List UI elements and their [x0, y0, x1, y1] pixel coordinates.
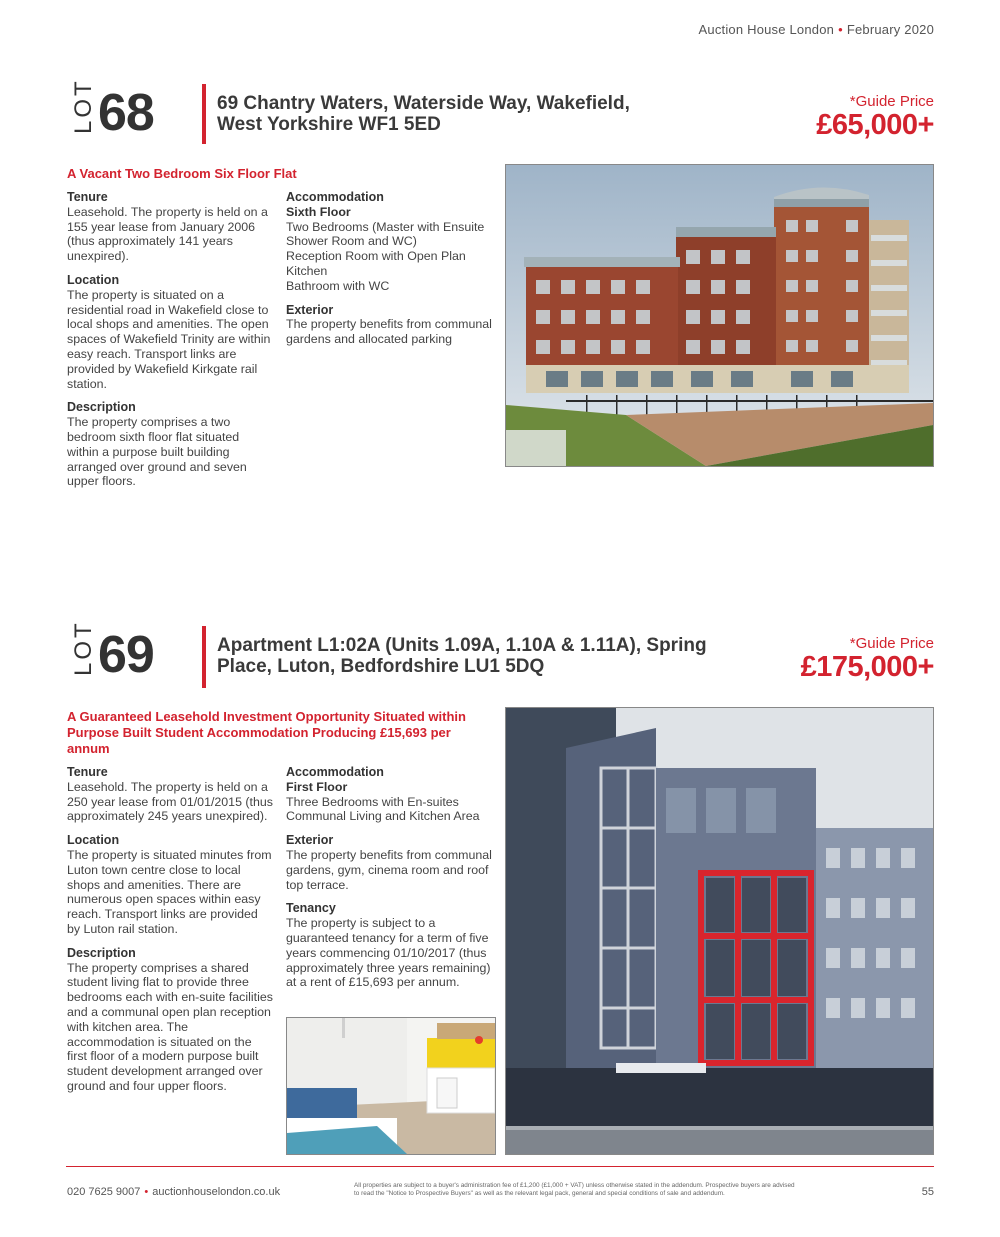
bullet-icon: • — [838, 22, 843, 37]
description-text: The property comprises a shared student living flat to provide three bedrooms each with en-suite facilities and a communal open plan reception with kitchen area. The accommodation is situated on the first floor of a modern purpose built student development arranged over ground and four upper floors. — [67, 960, 273, 1093]
lot-title — [217, 93, 777, 135]
lot-number: 69 — [98, 626, 154, 684]
lot-number: 68 — [98, 84, 154, 142]
lot-subheading — [67, 709, 507, 757]
publisher-name: Auction House London — [698, 22, 835, 37]
lot-divider — [202, 626, 206, 688]
lot-title — [217, 635, 777, 677]
accommodation-item: Two Bedrooms (Master with Ensuite Shower Room and WC) — [286, 219, 485, 249]
lot-title-line: 69 Chantry Waters, Waterside Way, Wakefield, — [217, 93, 630, 114]
lot-details-left — [67, 190, 273, 498]
lot-details-right — [286, 765, 498, 999]
issue-date: February 2020 — [846, 22, 934, 37]
lot-details-right — [286, 190, 498, 356]
bullet-icon: • — [144, 1186, 149, 1198]
guide-price: £65,000+ — [816, 109, 934, 141]
location-text: The property is situated on a residential road in Wakefield close to local shops and amenities. The open spaces of Wakefield Trinity are within easy reach. Transport links are provided by Wakefield Kirkgate rail station. — [67, 287, 271, 391]
bedroom-illustration — [287, 1018, 495, 1154]
exterior-text: The property benefits from communal gardens and allocated parking — [286, 317, 492, 347]
lot-label: LOT — [70, 620, 97, 676]
tenancy-text: The property is subject to a guaranteed tenancy for a term of five years commencing 01/10/2017 (thus approximately three years remaining) at a rent of £15,693 per annum. — [286, 916, 491, 990]
footer-contact — [67, 1186, 280, 1198]
property-photo — [505, 164, 934, 467]
page-number: 55 — [921, 1186, 934, 1198]
lot-title-line: Apartment L1:02A (Units 1.09A, 1.10A & 1.11A), Spring — [217, 635, 707, 656]
floor-heading: First Floor — [286, 779, 348, 794]
lot-subheading-line: annum — [67, 741, 110, 756]
description-heading: Description — [67, 400, 136, 415]
floor-heading: Sixth Floor — [286, 204, 351, 219]
footer-phone[interactable]: 020 7625 9007 — [67, 1186, 141, 1198]
tenure-heading: Tenure — [67, 765, 108, 779]
lot-details-left — [67, 765, 273, 1103]
lot-title-line: West Yorkshire WF1 5ED — [217, 114, 441, 135]
accommodation-heading: Accommodation — [286, 765, 384, 779]
exterior-heading: Exterior — [286, 833, 334, 848]
location-heading: Location — [67, 272, 120, 287]
guide-price-label: *Guide Price — [849, 93, 934, 110]
footer-website[interactable]: auctionhouselondon.co.uk — [152, 1186, 281, 1198]
accommodation-item: Reception Room with Open Plan Kitchen — [286, 249, 466, 278]
interior-photo — [286, 1017, 496, 1155]
guide-price-label: *Guide Price — [849, 635, 934, 652]
lot-label: LOT — [70, 78, 97, 134]
lot-subheading: A Vacant Two Bedroom Six Floor Flat — [67, 166, 297, 181]
accommodation-heading: Accommodation — [286, 190, 384, 204]
disclaimer-line: All properties are subject to a buyer's administration fee of £1,200 (£1,000 + VAT) unless otherwise stated in the addendum. Prospective buyers are advised — [354, 1182, 795, 1189]
tenancy-heading: Tenancy — [286, 901, 336, 916]
footer-rule — [66, 1166, 934, 1167]
disclaimer-line: to read the "Notice to Prospective Buyers" as well as the relevant legal pack, general and special conditions of sale and addendum. — [354, 1190, 725, 1197]
tenure-text: Leasehold. The property is held on a 250 year lease from 01/01/2015 (thus approximately 245 years unexpired). — [67, 779, 273, 824]
lot-subheading-line: A Guaranteed Leasehold Investment Opportunity Situated within — [67, 709, 466, 724]
location-heading: Location — [67, 833, 120, 848]
building-photo-illustration — [506, 165, 933, 466]
tenure-text: Leasehold. The property is held on a 155 year lease from January 2006 (thus approximately 141 years unexpired). — [67, 204, 268, 264]
accommodation-item: Communal Living and Kitchen Area — [286, 809, 480, 824]
building-photo-illustration — [506, 708, 933, 1154]
property-photo — [505, 707, 934, 1155]
location-text: The property is situated minutes from Luton town centre close to local shops and amenities. There are numerous open spaces within easy reach. Transport links are provided by Luton rail station. — [67, 847, 272, 936]
exterior-heading: Exterior — [286, 302, 334, 317]
guide-price: £175,000+ — [800, 651, 934, 683]
running-header — [699, 22, 934, 37]
tenure-heading: Tenure — [67, 190, 108, 204]
description-heading: Description — [67, 945, 136, 960]
exterior-text: The property benefits from communal gardens, gym, cinema room and roof top terrace. — [286, 847, 492, 892]
accommodation-item: Three Bedrooms with En-suites — [286, 794, 459, 809]
accommodation-item: Bathroom with WC — [286, 278, 390, 293]
footer-disclaimer — [354, 1182, 854, 1198]
lot-subheading-line: Purpose Built Student Accommodation Producing £15,693 per — [67, 725, 451, 740]
description-text: The property comprises a two bedroom sixth floor flat situated within a purpose built building arranged over ground and seven upper floors. — [67, 415, 247, 489]
lot-title-line: Place, Luton, Bedfordshire LU1 5DQ — [217, 656, 545, 677]
lot-divider — [202, 84, 206, 144]
